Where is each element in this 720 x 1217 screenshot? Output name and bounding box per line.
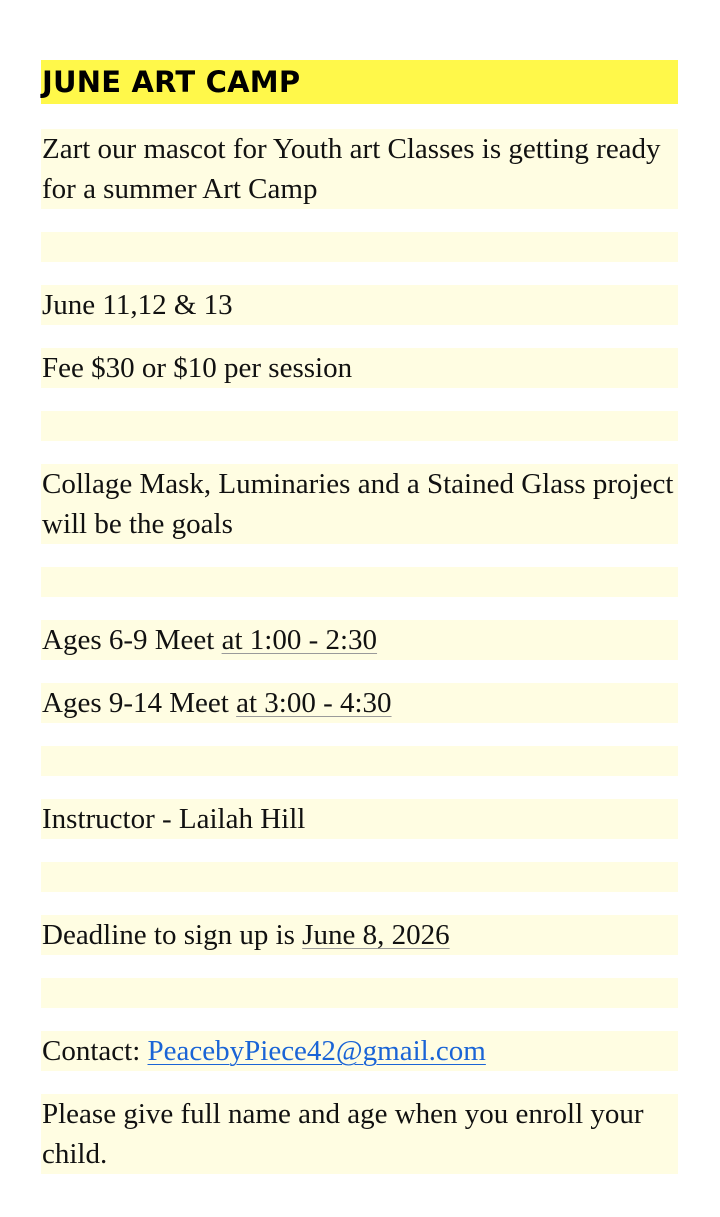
session-ages-9-14 bbox=[41, 683, 678, 723]
contact bbox=[41, 1031, 678, 1071]
blank-line bbox=[41, 978, 678, 1008]
instructor: Instructor - Lailah Hill bbox=[41, 799, 678, 839]
camp-projects: Collage Mask, Luminaries and a Stained Glass project will be the goals bbox=[41, 464, 678, 544]
session-ages-9-14-time[interactable]: at 3:00 - 4:30 bbox=[236, 687, 392, 719]
intro-paragraph: Zart our mascot for Youth art Classes is getting ready for a summer Art Camp bbox=[41, 129, 678, 209]
document bbox=[41, 60, 678, 1197]
session-ages-6-9-label: Ages 6-9 Meet bbox=[42, 624, 222, 656]
contact-email-link[interactable]: PeacebyPiece42@gmail.com bbox=[147, 1035, 486, 1067]
camp-dates: June 11,12 & 13 bbox=[41, 285, 678, 325]
session-ages-9-14-label: Ages 9-14 Meet bbox=[42, 687, 237, 719]
blank-line bbox=[41, 567, 678, 597]
enroll-note: Please give full name and age when you enroll your child. bbox=[41, 1094, 678, 1174]
blank-line bbox=[41, 232, 678, 262]
signup-deadline-label: Deadline to sign up is bbox=[42, 919, 303, 951]
page-title: JUNE ART CAMP bbox=[41, 60, 678, 104]
contact-label: Contact: bbox=[42, 1035, 148, 1067]
signup-deadline bbox=[41, 915, 678, 955]
session-ages-6-9-time[interactable]: at 1:00 - 2:30 bbox=[221, 624, 378, 656]
session-ages-6-9 bbox=[41, 620, 678, 660]
camp-fee: Fee $30 or $10 per session bbox=[41, 348, 678, 388]
blank-line bbox=[41, 411, 678, 441]
blank-line bbox=[41, 862, 678, 892]
blank-line bbox=[41, 746, 678, 776]
signup-deadline-date[interactable]: June 8, 2026 bbox=[302, 919, 450, 951]
